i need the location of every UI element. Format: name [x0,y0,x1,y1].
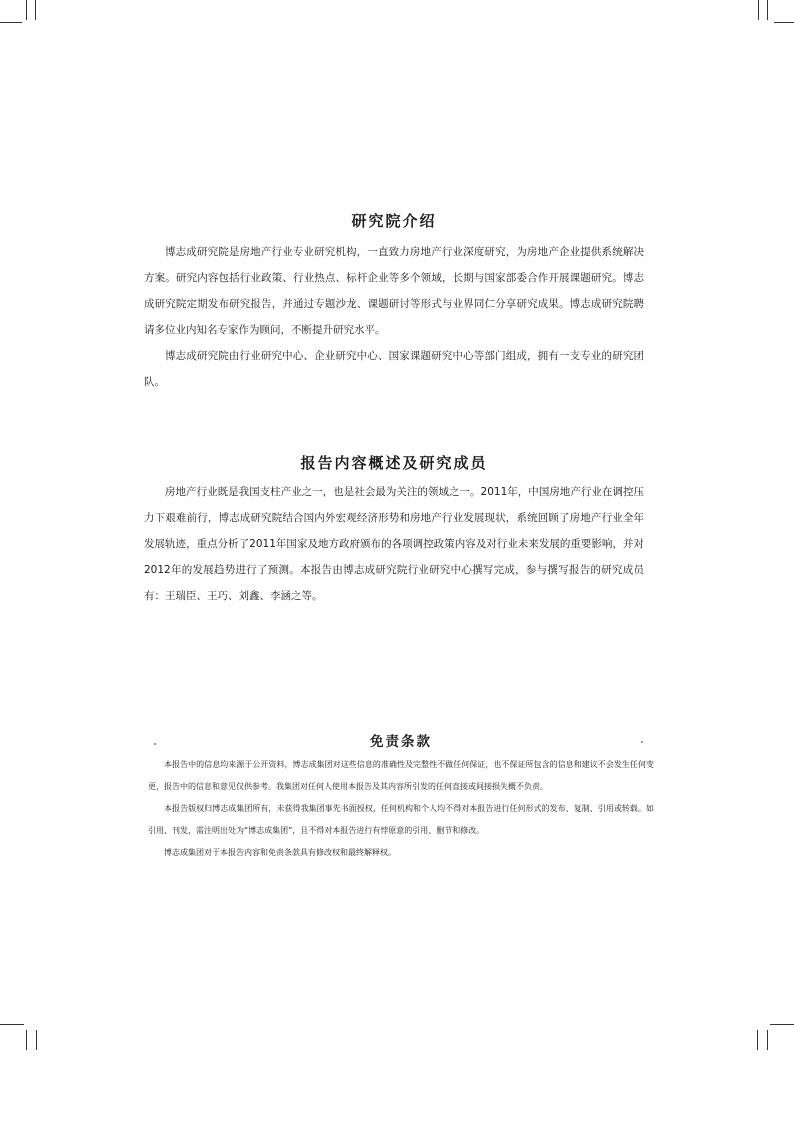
crop-mark-bottom-left [0,1024,24,1025]
crop-mark-bottom-left [26,1030,27,1050]
disclaimer-paragraph: 本报告版权归博志成集团所有，未获得我集团事先书面授权，任何机构和个人均不得对本报告进行任何形式的发布、复制、引用或转载。如引用、刊发，需注明出处为“博志成集团”，且不得对本报告进行有悖原意的引用、删节和修改。 [148,804,654,835]
disclaimer-paragraph: 本报告中的信息均来源于公开资料，博志成集团对这些信息的准确性及完整性不做任何保证，也不保证所包含的信息和建议不会发生任何变更，报告中的信息和意见仅供参考。我集团对任何人使用本报告及其内容所引发的任何直接或间接损失概不负责。 [148,760,654,791]
disclaimer-section [148,730,654,864]
crop-mark-top-right [758,0,759,20]
overview-title: 报告内容概述及研究成员 [300,454,488,472]
disclaimer-title: 免责条款 [370,734,432,750]
overview-paragraph: 房地产行业既是我国支柱产业之一，也是社会最为关注的领域之一。2011年，中国房地产行业在调控压力下艰难前行，博志成研究院结合国内外宏观经济形势和房地产行业发展现状，系统回顾了房地产行业全年发展轨迹，重点分析了2011年国家及地方政府颁布的各项调控政策内容及对行业未来发展的重要影响，并对2012年的发展趋势进行了预测。本报告由博志成研究院行业研究中心撰写完成，参与撰写报告的研究成员有：王瑞臣、王巧、刘鑫、李涵之等。 [144,486,644,602]
crop-mark-bottom-right [770,1024,794,1025]
crop-mark-top-right [767,0,768,20]
overview-section [144,452,644,609]
intro-paragraph: 博志成研究院由行业研究中心、企业研究中心、国家课题研究中心等部门组成，拥有一支专业的研究团队。 [144,350,644,388]
intro-section [144,210,644,395]
crop-mark-bottom-left [36,1030,37,1050]
crop-mark-top-left [0,22,22,23]
crop-mark-top-left [35,0,36,20]
intro-paragraph: 博志成研究院是房地产行业专业研究机构，一直致力房地产行业深度研究，为房地产企业提供系统解决方案。研究内容包括行业政策、行业热点、标杆企业等多个领域，长期与国家部委合作开展课题研究。博志成研究院定期发布研究报告，并通过专题沙龙、课题研讨等形式与业界同仁分享研究成果。博志成研究院聘请多位业内知名专家作为顾问，不断提升研究水平。 [144,246,644,336]
intro-title: 研究院介绍 [351,212,437,230]
crop-mark-top-right [774,22,794,23]
crop-mark-bottom-right [757,1030,758,1050]
crop-mark-top-left [26,0,27,20]
disclaimer-paragraph: 博志成集团对于本报告内容和免责条款具有修改权和最终解释权。 [164,848,396,857]
crop-mark-bottom-right [767,1030,768,1050]
